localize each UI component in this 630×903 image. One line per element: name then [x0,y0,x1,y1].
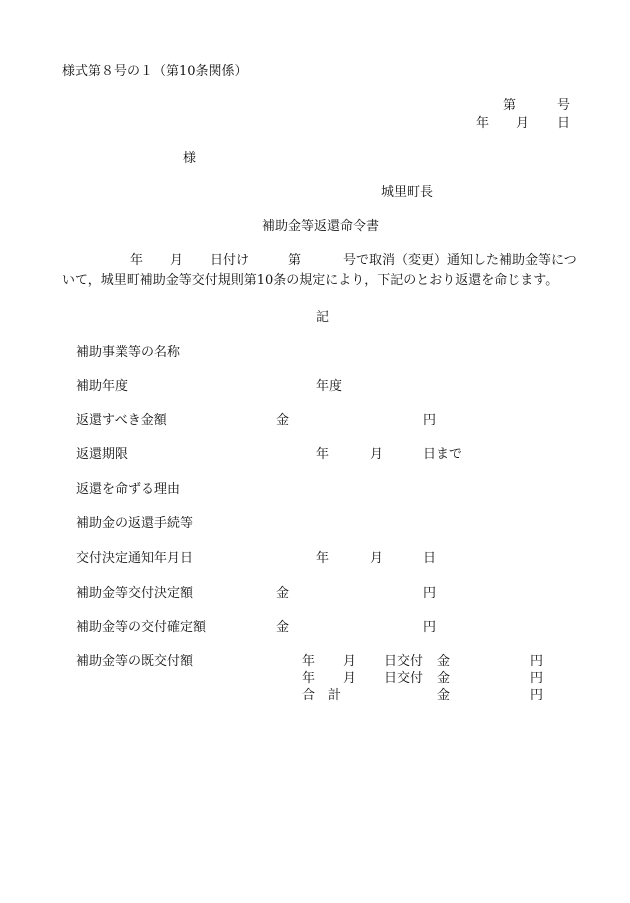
body-line1-month: 月 [170,253,184,268]
paid-row2-kin: 金 [437,671,451,686]
addressee-suffix: 様 [183,151,197,166]
body-line1-dated: 日付け [210,253,250,268]
item-deadline-month: 月 [370,447,384,462]
body-line1-dai: 第 [288,253,302,268]
item-refund-amount-label: 返還すべき金額 [76,413,167,428]
item-paid-amount-label: 補助金等の既交付額 [76,654,194,669]
item-notice-date-label: 交付決定通知年月日 [76,551,194,566]
item-deadline-label: 返還期限 [76,447,129,462]
item-fiscal-year-label: 補助年度 [76,379,129,394]
paid-total-label: 合 計 [302,688,342,703]
item-deadline-day: 日まで [423,447,463,462]
paid-row2-yen: 円 [530,671,544,686]
date-month: 月 [516,116,530,131]
item-deadline-year: 年 [316,447,330,462]
item-notice-date-year: 年 [316,551,330,566]
item-decision-amount-kin: 金 [276,586,290,601]
item-fiscal-year-suffix: 年度 [316,379,343,394]
item-project-name-label: 補助事業等の名称 [76,345,181,360]
item-notice-date-day: 日 [423,551,437,566]
item-confirmed-amount-yen: 円 [423,620,437,635]
ki-heading: 記 [316,310,330,325]
form-number: 様式第８号の１（第10条関係） [62,64,248,79]
item-confirmed-amount-kin: 金 [276,620,290,635]
item-decision-amount-label: 補助金等交付決定額 [76,586,194,601]
body-line1-rest: 号で取消（変更）通知した補助金等につ [343,253,577,268]
paid-row1-yen: 円 [530,654,544,669]
item-refund-amount-kin: 金 [276,413,290,428]
paid-row2-day: 日交付 [384,671,424,686]
paid-row1-kin: 金 [437,654,451,669]
paid-row2-year: 年 [302,671,316,686]
issuer-name: 城里町長 [381,185,434,200]
body-line1-year: 年 [130,253,144,268]
item-reason-label: 返還を命ずる理由 [76,482,181,497]
body-line2: いて，城里町補助金等交付規則第10条の規定により，下記のとおり返還を命じます。 [62,273,559,288]
item-procedure-label: 補助金の返還手続等 [76,516,194,531]
paid-row2-month: 月 [343,671,357,686]
paid-total-kin: 金 [437,688,451,703]
item-decision-amount-yen: 円 [423,586,437,601]
item-refund-amount-yen: 円 [423,413,437,428]
doc-number-dai: 第 [503,98,517,113]
date-day: 日 [557,116,571,131]
paid-row1-day: 日交付 [384,654,424,669]
item-confirmed-amount-label: 補助金等の交付確定額 [76,620,207,635]
paid-row1-year: 年 [302,654,316,669]
document-title: 補助金等返還命令書 [262,219,380,234]
paid-total-yen: 円 [530,688,544,703]
doc-number-go: 号 [557,98,571,113]
item-notice-date-month: 月 [370,551,384,566]
date-year: 年 [476,116,490,131]
paid-row1-month: 月 [343,654,357,669]
